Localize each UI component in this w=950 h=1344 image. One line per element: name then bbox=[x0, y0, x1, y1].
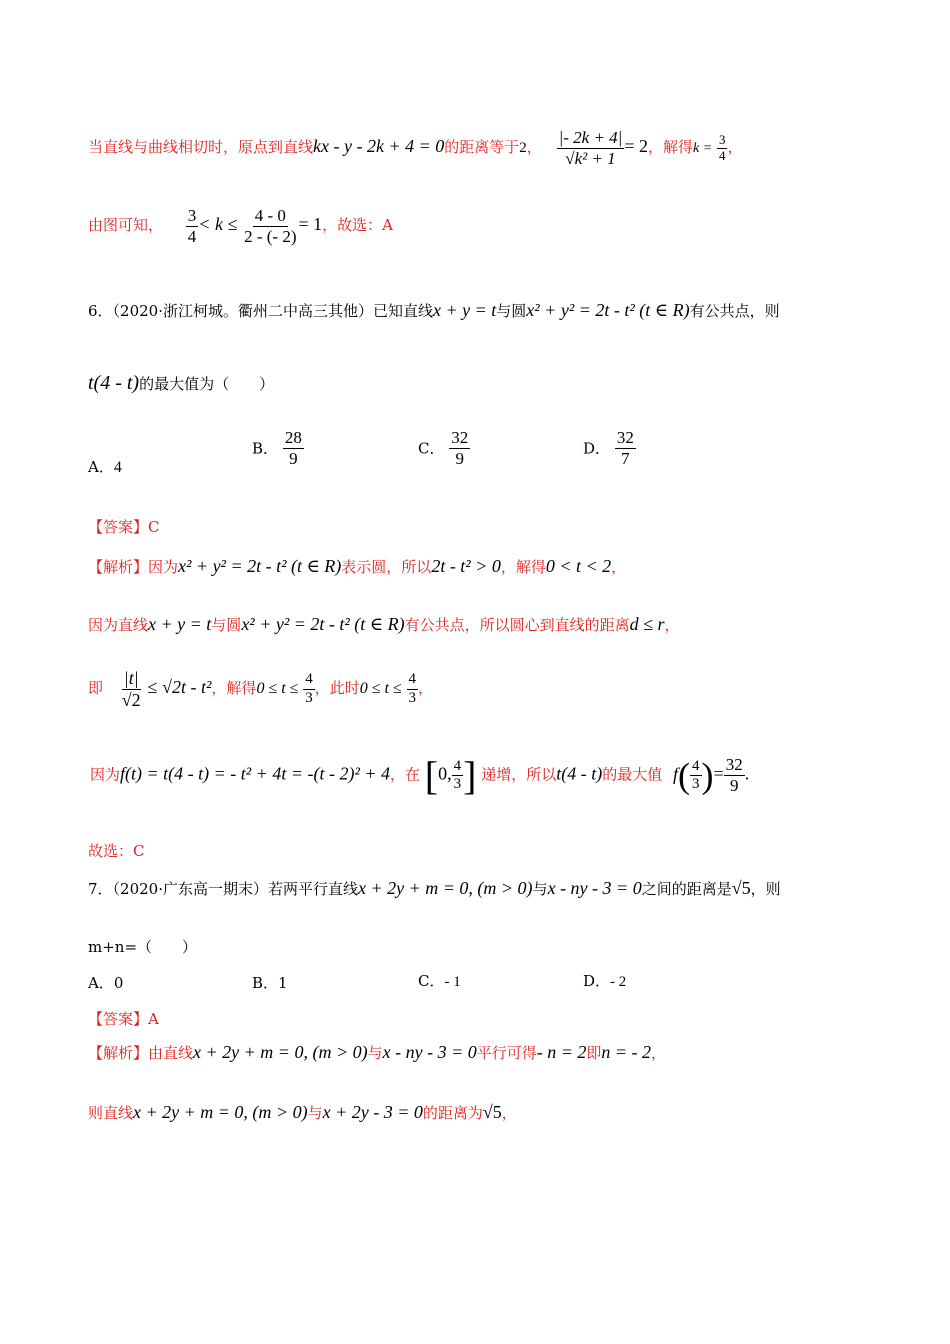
text: 与圆 bbox=[211, 616, 242, 634]
answer-6: 【答案】C bbox=[88, 518, 160, 536]
fraction-numerator: 32 bbox=[616, 428, 634, 447]
option-label: A． bbox=[88, 458, 114, 476]
fraction-denominator: 3 bbox=[408, 689, 417, 706]
text: 的距离为 bbox=[422, 1104, 483, 1122]
analysis-6-line1 bbox=[88, 556, 626, 577]
equation: - n = 2 bbox=[536, 1042, 587, 1062]
question-6-stem-line2 bbox=[88, 372, 274, 395]
option-b bbox=[252, 972, 288, 993]
fraction-denominator: √k² + 1 bbox=[565, 148, 616, 168]
text: 6．（2020·浙江柯城。衢州二中高三其他）已知直线 bbox=[88, 302, 433, 320]
text: ， bbox=[664, 616, 680, 634]
fraction-denominator: 7 bbox=[621, 448, 630, 468]
answer-7: 【答案】A bbox=[88, 1010, 159, 1028]
equation: x + 2y + m = 0, (m > 0) bbox=[193, 1042, 368, 1062]
fraction bbox=[303, 671, 315, 707]
option-d bbox=[583, 428, 636, 468]
interval-bracket: [ bbox=[424, 753, 439, 798]
option-fraction bbox=[615, 428, 636, 468]
equation: x² + y² = 2t - t² (t ∈ R) bbox=[241, 614, 405, 634]
text: ，则 bbox=[750, 880, 781, 898]
fraction-numerator: 3 bbox=[187, 206, 197, 225]
option-value: 1 bbox=[278, 974, 288, 992]
analysis-label: 【解析】 bbox=[88, 1044, 149, 1062]
equation: x + y = t bbox=[433, 300, 497, 320]
fraction-denominator: √2 bbox=[121, 689, 141, 710]
analysis-label: 【解析】 bbox=[88, 558, 149, 576]
equation: x + 2y + m = 0, (m > 0) bbox=[133, 1102, 308, 1122]
fraction-numerator: |t| bbox=[123, 668, 139, 688]
equation: x² + y² = 2t - t² (t ∈ R) bbox=[526, 300, 690, 320]
option-c bbox=[418, 428, 470, 468]
option-value: - 2 bbox=[610, 974, 627, 990]
fraction-numerator: 28 bbox=[284, 428, 302, 447]
text: ，解得 bbox=[500, 558, 546, 576]
option-a bbox=[88, 456, 122, 477]
equation: 0 ≤ t ≤ bbox=[256, 680, 299, 698]
operator: = bbox=[713, 763, 724, 784]
text: 的最大值为（ ） bbox=[139, 375, 275, 393]
option-label: C． bbox=[418, 972, 445, 990]
fraction-denominator: 3 bbox=[305, 689, 313, 706]
option-a bbox=[88, 972, 123, 993]
fraction-denominator: 9 bbox=[289, 448, 298, 468]
text: 7．（2020·广东高一期末）若两平行直线 bbox=[88, 880, 358, 898]
text: 与 bbox=[367, 1044, 383, 1062]
option-c bbox=[418, 970, 461, 991]
analysis-6-line3 bbox=[88, 668, 433, 710]
text: ， bbox=[651, 1044, 667, 1062]
equation: d ≤ r bbox=[629, 614, 665, 634]
number: 2 bbox=[519, 140, 527, 157]
text: ，此时 bbox=[314, 679, 360, 698]
text: 的最大值 bbox=[602, 765, 663, 784]
equation: x + y = t bbox=[148, 614, 212, 634]
option-label: C． bbox=[418, 439, 445, 458]
equation: t(4 - t) bbox=[88, 372, 140, 394]
equation: n = - 2 bbox=[601, 1042, 652, 1062]
option-value: - 1 bbox=[444, 974, 461, 990]
equation: 0 ≤ t ≤ bbox=[359, 680, 402, 698]
analysis-7-line2 bbox=[88, 1102, 517, 1123]
option-label: D． bbox=[583, 439, 611, 458]
text: ， bbox=[526, 138, 542, 157]
question-7-stem-line2: m+n=（ ） bbox=[88, 938, 198, 956]
fraction-numerator: 4 - 0 bbox=[254, 206, 286, 225]
text: 由直线 bbox=[148, 1044, 194, 1062]
equation: x + 2y + m = 0, (m > 0) bbox=[358, 878, 533, 898]
equation: x² + y² = 2t - t² (t ∈ R) bbox=[178, 556, 342, 576]
equation: √5 bbox=[482, 1102, 502, 1122]
text: 之间的距离是 bbox=[641, 880, 732, 898]
equation: x + 2y - 3 = 0 bbox=[322, 1102, 423, 1122]
text: 表示圆，所以 bbox=[341, 558, 432, 576]
analysis-7-line1 bbox=[88, 1042, 666, 1063]
fraction-numerator: |- 2k + 4| bbox=[558, 128, 623, 147]
operator: ≤ bbox=[147, 677, 158, 698]
k-fraction bbox=[717, 133, 728, 164]
fraction-numerator: 4 bbox=[452, 758, 464, 776]
equation: x - ny - 3 = 0 bbox=[547, 878, 642, 898]
fraction bbox=[120, 668, 143, 710]
solution-line-tangent bbox=[88, 128, 743, 168]
text: 因为 bbox=[148, 558, 179, 576]
fraction-denominator: 9 bbox=[729, 776, 739, 795]
fraction bbox=[724, 755, 745, 795]
interval-bracket: ] bbox=[463, 753, 477, 798]
function-name: f bbox=[673, 763, 679, 784]
text: ， bbox=[501, 1104, 517, 1122]
radical: √2t - t² bbox=[162, 677, 212, 698]
text: ， bbox=[727, 138, 743, 157]
interval-start: 0, bbox=[438, 763, 452, 784]
option-value: 4 bbox=[113, 459, 122, 476]
fraction-denominator: 3 bbox=[692, 776, 700, 792]
text: ， bbox=[418, 679, 434, 698]
fraction bbox=[242, 206, 298, 246]
text: 即 bbox=[586, 1044, 602, 1062]
text: 与 bbox=[532, 880, 548, 898]
equation: x - ny - 3 = 0 bbox=[382, 1042, 477, 1062]
question-7-stem bbox=[88, 878, 781, 899]
equation: < k ≤ bbox=[198, 214, 238, 235]
final-6: 故选：C bbox=[88, 842, 145, 860]
equation: t(4 - t) bbox=[556, 763, 603, 784]
text: 有公共点，则 bbox=[689, 302, 780, 320]
text: 与圆 bbox=[496, 302, 527, 320]
text: 当直线与曲线相切时，原点到直线 bbox=[88, 138, 314, 157]
fraction-denominator: 3 bbox=[453, 776, 462, 792]
fraction-numerator: 4 bbox=[690, 758, 702, 776]
analysis-6-line2 bbox=[88, 614, 680, 635]
fraction bbox=[407, 671, 419, 707]
text: ，解得 bbox=[648, 138, 694, 157]
paren: ( bbox=[678, 755, 691, 796]
fraction bbox=[690, 758, 702, 794]
fraction-numerator: 4 bbox=[303, 671, 315, 689]
fraction bbox=[452, 758, 464, 794]
text: ，在 bbox=[390, 765, 421, 784]
option-b bbox=[252, 428, 304, 468]
paren: ) bbox=[701, 755, 714, 796]
fraction-numerator: 32 bbox=[451, 428, 469, 447]
fraction-denominator: 4 bbox=[718, 147, 726, 163]
fraction-numerator: 4 bbox=[407, 671, 419, 689]
option-d bbox=[583, 970, 626, 991]
text: 因为 bbox=[90, 765, 121, 784]
option-fraction bbox=[283, 428, 304, 468]
fraction bbox=[186, 206, 199, 246]
text: . bbox=[744, 763, 750, 784]
option-label: D． bbox=[583, 972, 611, 990]
text: 平行可得 bbox=[476, 1044, 537, 1062]
text: 即 bbox=[88, 679, 104, 698]
equation: √5 bbox=[731, 878, 751, 898]
equation: f(t) = t(4 - t) = - t² + 4t = -(t - 2)² + 4 bbox=[120, 763, 390, 784]
option-fraction bbox=[449, 428, 470, 468]
equation: 2t - t² > 0 bbox=[431, 556, 501, 576]
solution-line-range bbox=[88, 206, 393, 246]
analysis-6-line4 bbox=[90, 752, 749, 799]
text: 的距离等于 bbox=[444, 138, 520, 157]
distance-fraction bbox=[557, 128, 625, 168]
fraction-denominator: 2 - (- 2) bbox=[244, 226, 297, 246]
text: 因为直线 bbox=[88, 616, 149, 634]
equation: kx - y - 2k + 4 = 0 bbox=[313, 136, 445, 157]
text: 与 bbox=[307, 1104, 323, 1122]
equation: = 2 bbox=[624, 136, 649, 157]
text: 则直线 bbox=[88, 1104, 134, 1122]
fraction-numerator: 32 bbox=[725, 755, 743, 775]
question-6-stem bbox=[88, 300, 780, 321]
equation: 0 < t < 2 bbox=[545, 556, 612, 576]
fraction-denominator: 4 bbox=[187, 226, 197, 246]
option-label: B． bbox=[252, 974, 279, 992]
text: 递增，所以 bbox=[481, 765, 557, 784]
text: ，解得 bbox=[211, 679, 257, 698]
option-value: 0 bbox=[113, 974, 124, 992]
equation: k = bbox=[693, 141, 713, 157]
text: ，故选：A bbox=[322, 216, 393, 235]
equation: = 1 bbox=[298, 214, 323, 235]
text: ， bbox=[611, 558, 627, 576]
text: 由图可知， bbox=[88, 216, 164, 235]
text: 有公共点，所以圆心到直线的距离 bbox=[404, 616, 630, 634]
option-label: A． bbox=[88, 974, 114, 992]
option-label: B． bbox=[252, 439, 279, 458]
fraction-numerator: 3 bbox=[718, 131, 726, 147]
fraction-denominator: 9 bbox=[455, 448, 465, 468]
